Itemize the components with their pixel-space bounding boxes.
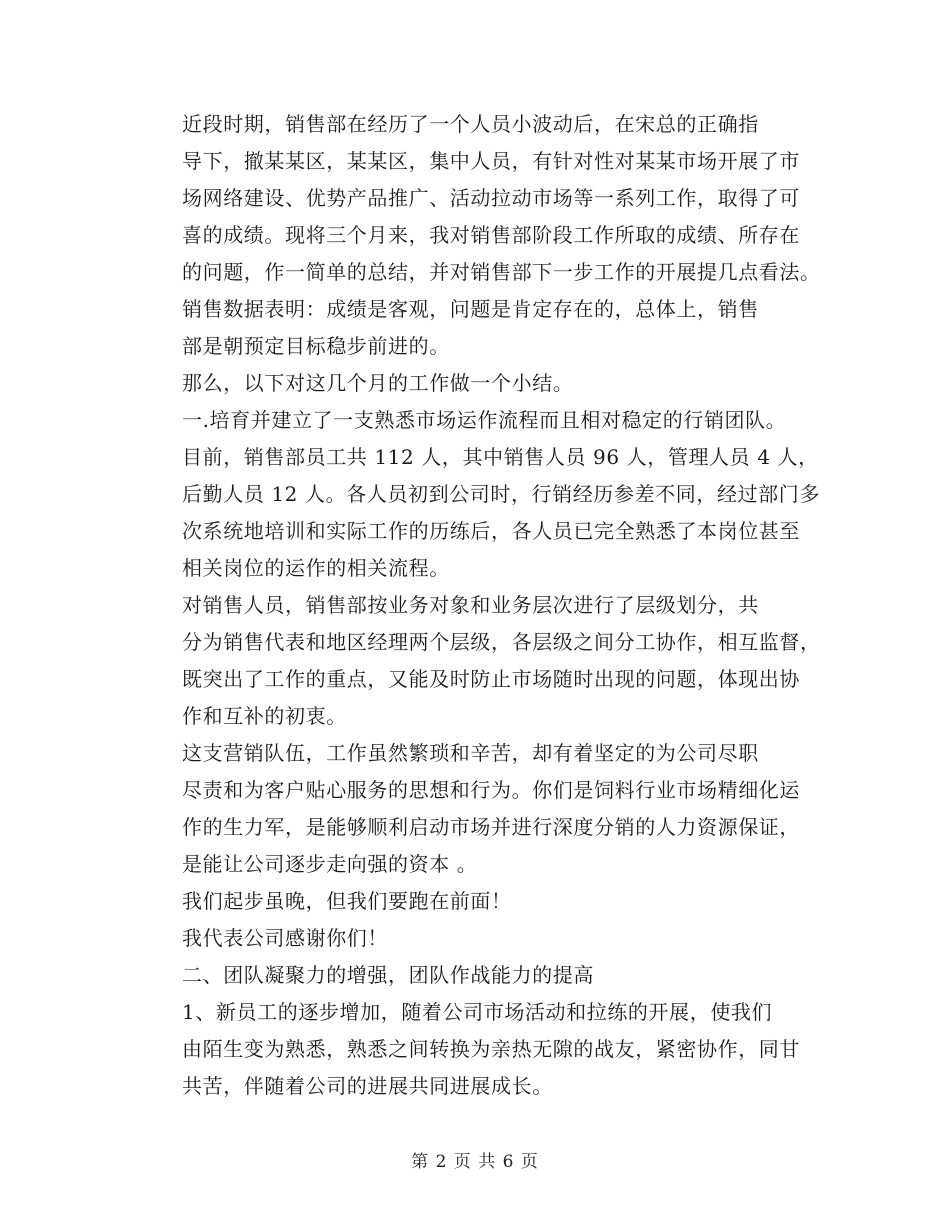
document-body <box>142 106 832 1105</box>
text-line: 相关岗位的运作的相关流程。 <box>182 556 450 580</box>
text-line: 次系统地培训和实际工作的历练后，各人员已完全熟悉了本岗位甚至 <box>182 519 800 543</box>
text-line: 共苦，伴随着公司的进展共同进展成长。 <box>182 1074 553 1098</box>
text-line: 分为销售代表和地区经理两个层级，各层级之间分工协作，相互监督， <box>182 630 821 654</box>
text-line: 既突出了工作的重点，又能及时防止市场随时出现的问题，体现出协 <box>182 667 800 691</box>
text-line: 场网络建设、优势产品推广、活动拉动市场等一系列工作，取得了可 <box>182 186 800 210</box>
paragraph <box>142 883 832 920</box>
text-line: 对销售人员，销售部按业务对象和业务层次进行了层级划分，共 <box>182 593 759 617</box>
text-line: 二、团队凝聚力的增强，团队作战能力的提高 <box>182 963 594 987</box>
text-line: 我们起步虽晚，但我们要跑在前面！ <box>182 889 512 913</box>
paragraph <box>142 106 832 291</box>
text-line: 那么，以下对这几个月的工作做一个小结。 <box>182 371 574 395</box>
paragraph <box>142 920 832 957</box>
text-line: 的问题，作一简单的总结，并对销售部下一步工作的开展提几点看法。 <box>182 260 821 284</box>
paragraph <box>142 994 832 1105</box>
text-line: 一.培育并建立了一支熟悉市场运作流程而且相对稳定的行销团队。 <box>182 408 787 432</box>
text-line: 近段时期，销售部在经历了一个人员小波动后，在宋总的正确指 <box>182 112 759 136</box>
paragraph <box>142 402 832 439</box>
text-line: 尽责和为客户贴心服务的思想和行为。你们是饲料行业市场精细化运 <box>182 778 800 802</box>
text-line: 是能让公司逐步走向强的资本 。 <box>182 852 478 876</box>
paragraph <box>142 587 832 735</box>
text-line: 这支营销队伍，工作虽然繁琐和辛苦，却有着坚定的为公司尽职 <box>182 741 759 765</box>
paragraph <box>142 439 832 587</box>
text-line: 作和互补的初衷。 <box>182 704 347 728</box>
text-line: 导下，撤某某区，某某区，集中人员，有针对性对某某市场开展了市 <box>182 149 800 173</box>
text-line: 我代表公司感谢你们！ <box>182 926 388 950</box>
paragraph <box>142 365 832 402</box>
text-line: 1、新员工的逐步增加，随着公司市场活动和拉练的开展，使我们 <box>182 1000 773 1024</box>
text-line: 后勤人员 12 人。各人员初到公司时，行销经历参差不同，经过部门多 <box>182 482 820 506</box>
text-line: 部是朝预定目标稳步前进的。 <box>182 334 450 358</box>
text-line: 由陌生变为熟悉，熟悉之间转换为亲热无隙的战友，紧密协作，同甘 <box>182 1037 800 1061</box>
text-line: 喜的成绩。现将三个月来，我对销售部阶段工作所取的成绩、所存在 <box>182 223 800 247</box>
text-line: 销售数据表明：成绩是客观，问题是肯定存在的，总体上，销售 <box>182 297 759 321</box>
paragraph <box>142 957 832 994</box>
paragraph <box>142 291 832 365</box>
paragraph <box>142 735 832 883</box>
page-number: 第 2 页 共 6 页 <box>411 1152 539 1172</box>
text-line: 目前，销售部员工共 112 人，其中销售人员 96 人，管理人员 4 人， <box>182 445 819 469</box>
text-line: 作的生力军，是能够顺利启动市场并进行深度分销的人力资源保证， <box>182 815 800 839</box>
